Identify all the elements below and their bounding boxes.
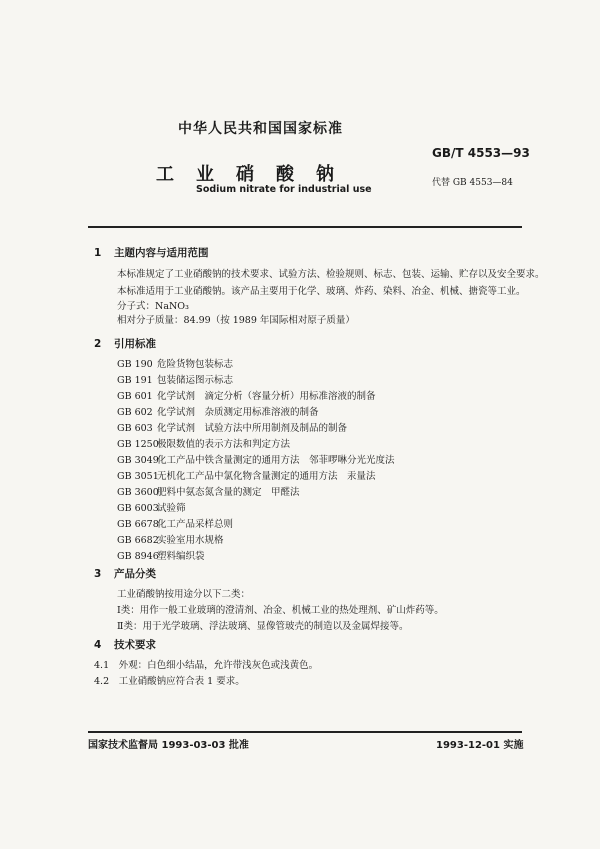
section-4-heading [94, 637, 156, 652]
section-2-heading [94, 336, 156, 351]
section-title: 引用标准 [114, 338, 156, 350]
section-4-line: 4.1 外观：白色细小结晶，允许带浅灰色或浅黄色。 [94, 660, 319, 671]
reference-item [117, 452, 395, 466]
reference-code: GB 601 [117, 391, 153, 402]
section-title: 技术要求 [114, 639, 156, 651]
reference-item [117, 500, 186, 514]
section-1-line: 本标准规定了工业硝酸钠的技术要求、试验方法、检验规则、标志、包装、运输、贮存以及安全要求。 [117, 269, 545, 280]
effective-date: 1993-12-01 实施 [436, 740, 524, 751]
reference-code: GB 8946 [117, 551, 159, 562]
reference-title: 危险货物包装标志 [157, 359, 234, 370]
reference-item [117, 420, 347, 434]
reference-title: 化学试剂 杂质测定用标准溶液的制备 [157, 407, 319, 418]
bottom-divider [88, 731, 522, 733]
reference-code: GB 3051 [117, 471, 159, 482]
reference-title: 化学试剂 试验方法中所用制剂及制品的制备 [157, 423, 348, 434]
reference-title: 化工产品采样总则 [157, 519, 234, 530]
reference-title: 肥料中氨态氮含量的测定 甲醛法 [157, 487, 300, 498]
approval-date: 国家技术监督局 1993-03-03 批准 [88, 740, 249, 751]
section-number: 4 [94, 639, 102, 651]
reference-title: 极限数值的表示方法和判定方法 [157, 439, 291, 450]
section-4-line: 4.2 工业硝酸钠应符合表 1 要求。 [94, 676, 245, 687]
top-divider [88, 226, 522, 228]
reference-title: 无机化工产品中氯化物含量测定的通用方法 汞量法 [157, 471, 376, 482]
reference-code: GB 3049 [117, 455, 159, 466]
reference-title: 化工产品中铁含量测定的通用方法 邻菲啰啉分光光度法 [157, 455, 395, 466]
reference-code: GB 3600 [117, 487, 159, 498]
reference-item [117, 356, 233, 370]
reference-item [117, 484, 300, 498]
section-1-line: 分子式：NaNO₃ [117, 301, 189, 312]
reference-item [117, 468, 376, 482]
section-number: 2 [94, 338, 102, 350]
reference-code: GB 1250 [117, 439, 159, 450]
reference-title: 实验室用水规格 [157, 535, 224, 546]
reference-code: GB 603 [117, 423, 153, 434]
section-1-line: 相对分子质量：84.99（按 1989 年国际相对原子质量） [117, 315, 355, 326]
reference-item [117, 548, 205, 562]
reference-item [117, 372, 233, 386]
section-3-line: 工业硝酸钠按用途分以下二类： [117, 589, 251, 600]
section-number: 3 [94, 568, 102, 580]
reference-item [117, 436, 290, 450]
reference-item [117, 388, 376, 402]
reference-code: GB 6682 [117, 535, 159, 546]
standard-number: GB/T 4553—93 [432, 146, 530, 160]
section-title: 主题内容与适用范围 [114, 247, 209, 259]
reference-code: GB 6003 [117, 503, 159, 514]
section-3-heading [94, 566, 156, 581]
reference-code: GB 190 [117, 359, 153, 370]
reference-item [117, 404, 319, 418]
reference-code: GB 191 [117, 375, 153, 386]
reference-code: GB 6678 [117, 519, 159, 530]
reference-title: 化学试剂 滴定分析（容量分析）用标准溶液的制备 [157, 391, 376, 402]
english-title: Sodium nitrate for industrial use [196, 184, 372, 195]
document-title: 工业硝酸钠 [156, 164, 356, 185]
section-title: 产品分类 [114, 568, 156, 580]
section-3-line: Ⅱ类：用于光学玻璃、浮法玻璃、显像管玻壳的制造以及金属焊接等。 [117, 621, 409, 632]
national-standard-header: 中华人民共和国国家标准 [178, 121, 343, 137]
reference-title: 试验筛 [157, 503, 186, 514]
section-3-line: Ⅰ类：用作一般工业玻璃的澄清剂、冶金、机械工业的热处理剂、矿山炸药等。 [117, 605, 444, 616]
reference-title: 塑料编织袋 [157, 551, 205, 562]
reference-item [117, 516, 233, 530]
reference-item [117, 532, 224, 546]
section-1-heading [94, 245, 209, 260]
reference-code: GB 602 [117, 407, 153, 418]
section-number: 1 [94, 247, 102, 259]
replaces-standard: 代替 GB 4553—84 [432, 178, 513, 188]
section-1-line: 本标准适用于工业硝酸钠。该产品主要用于化学、玻璃、炸药、染料、冶金、机械、搪瓷等工业。 [117, 286, 526, 297]
reference-title: 包装储运图示标志 [157, 375, 234, 386]
